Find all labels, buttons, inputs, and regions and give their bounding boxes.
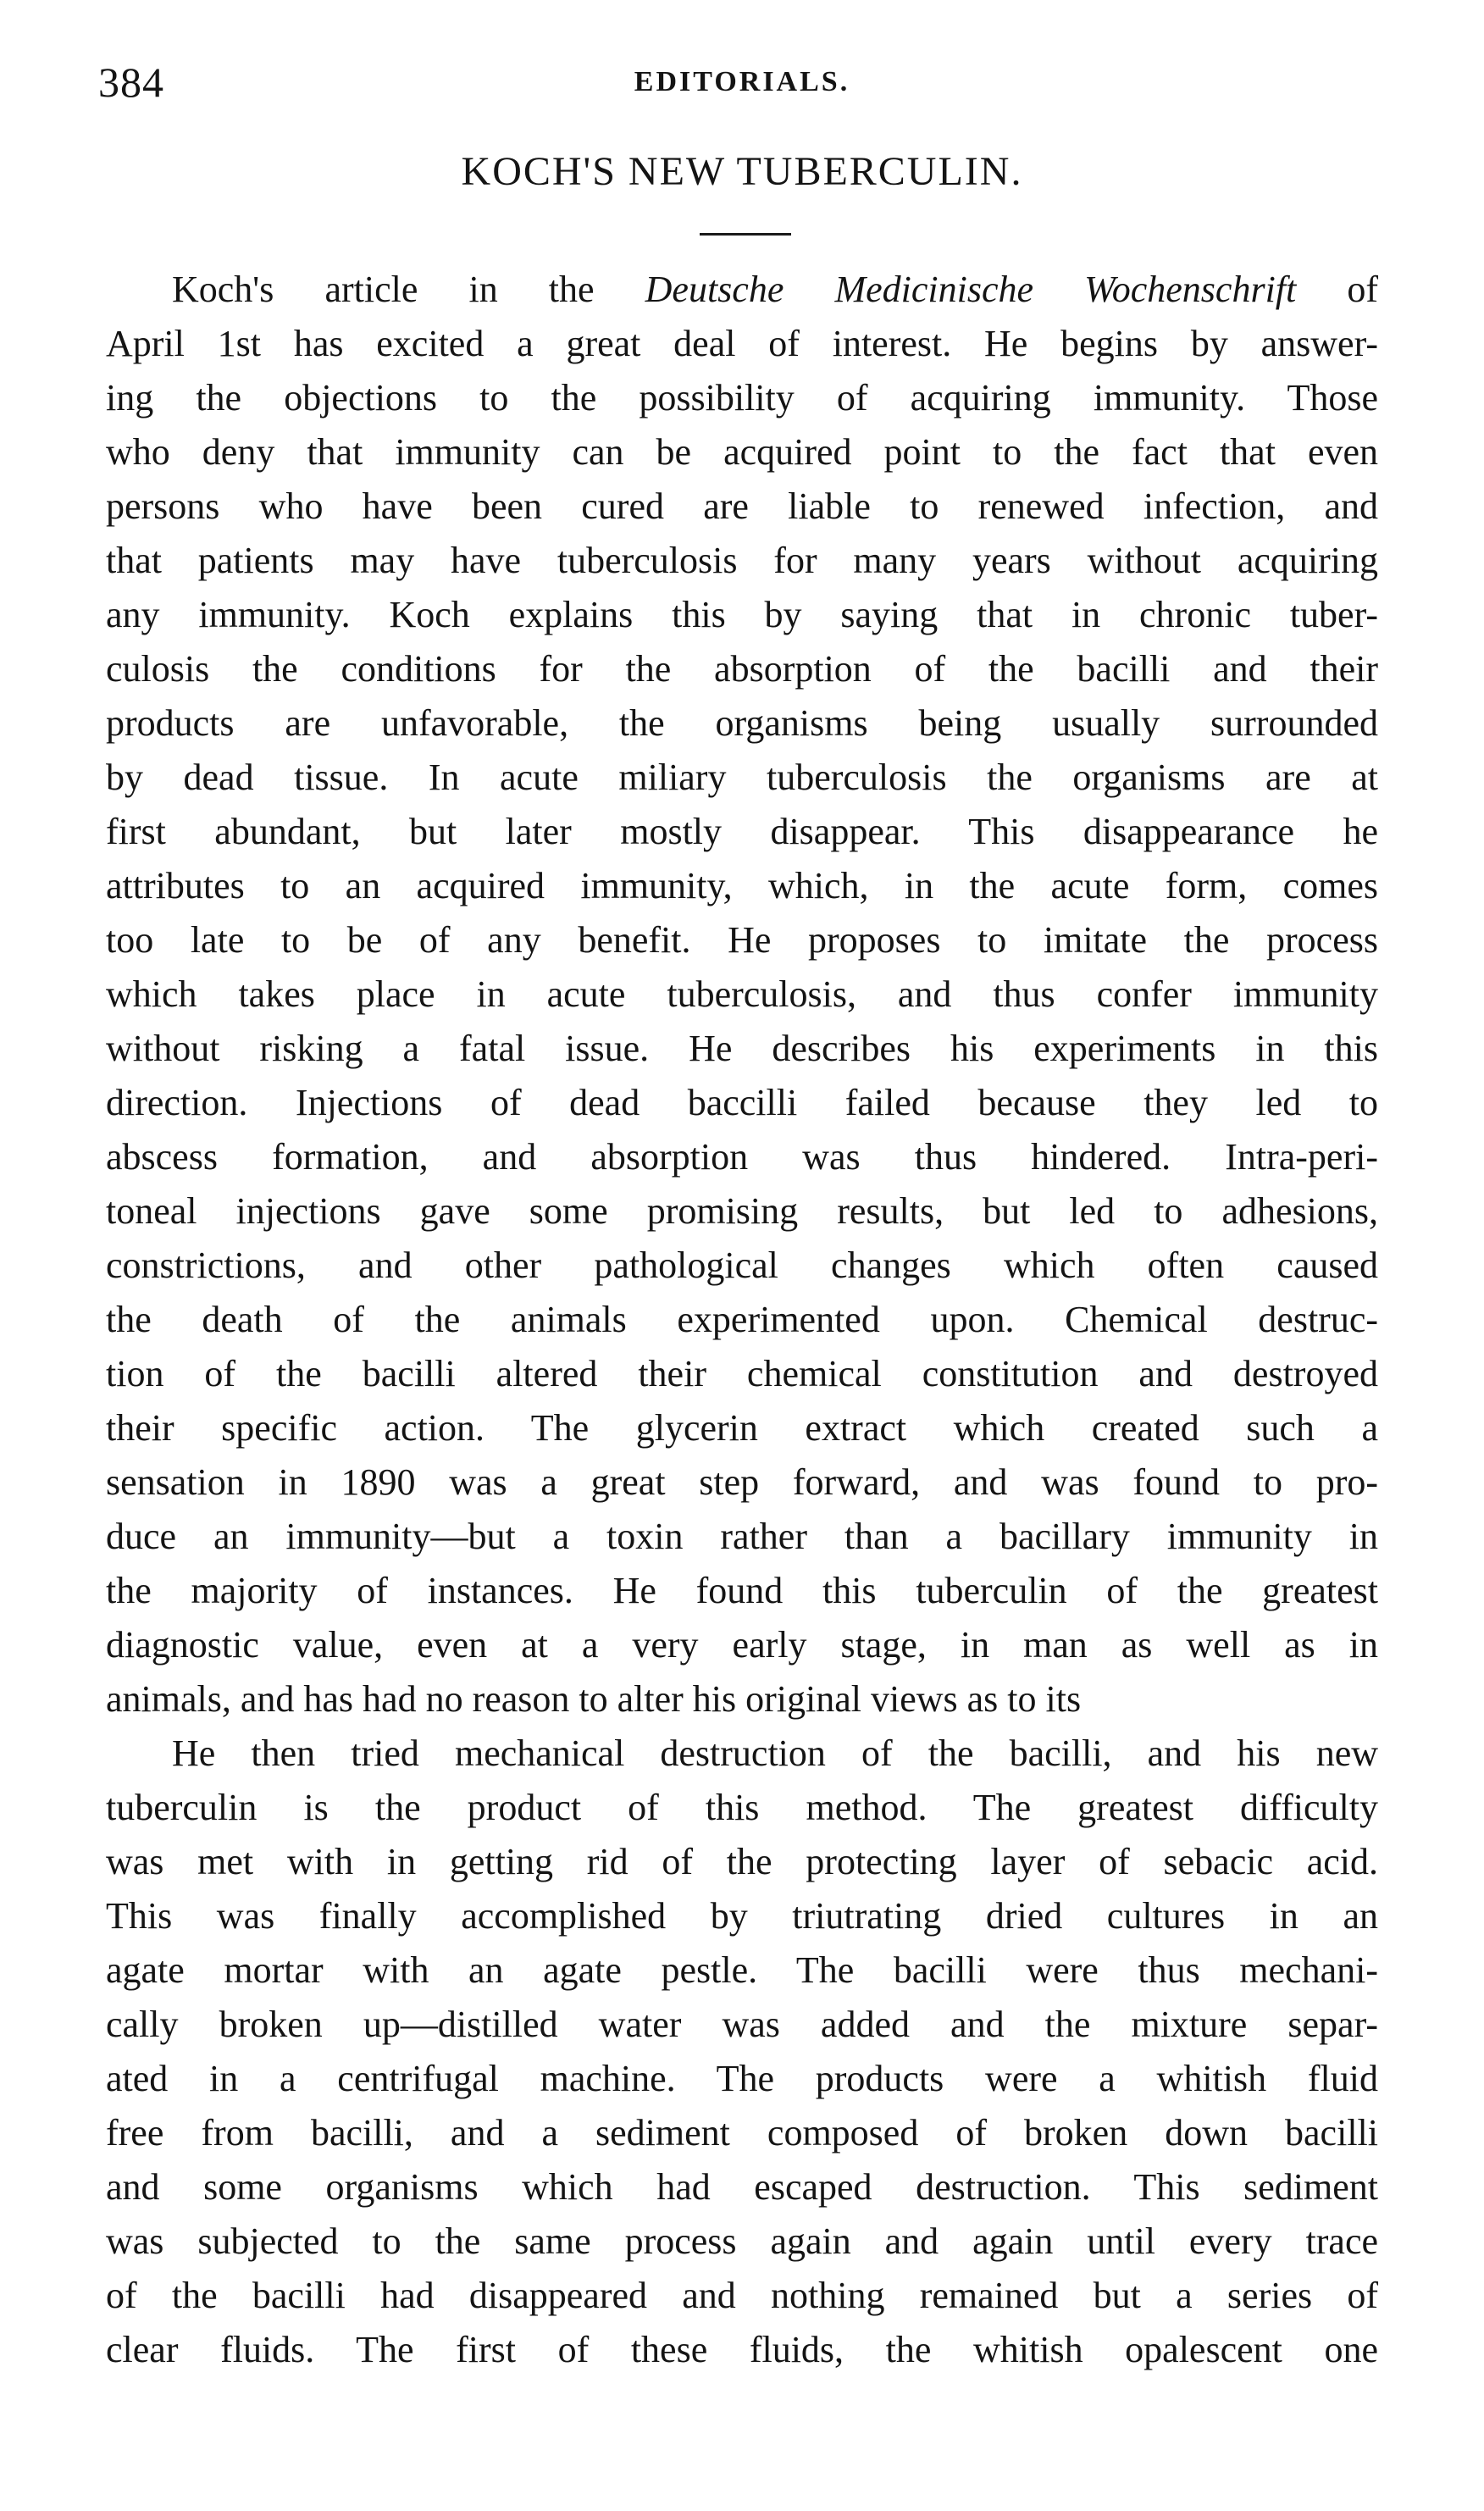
- text-line: that patients may have tuberculosis for many years without acquiring: [106, 540, 1378, 581]
- text-line: animals, and has had no reason to alter his original views as to its: [106, 1678, 1082, 1720]
- text-line: their specific action. The glycerin extract which created such a: [106, 1407, 1378, 1449]
- text-line: tion of the bacilli altered their chemical constitution and destroyed: [106, 1353, 1378, 1394]
- text-line: abscess formation, and absorption was thus hindered. Intra-peri-: [106, 1136, 1378, 1178]
- text-line: persons who have been cured are liable to renewed infection, and: [106, 485, 1378, 527]
- text-line: [106, 263, 1378, 317]
- text-line: agate mortar with an agate pestle. The bacilli were thus mechani-: [106, 1949, 1378, 1991]
- text-line: the death of the animals experimented upon. Chemical destruc-: [106, 1299, 1378, 1340]
- text-line: the majority of instances. He found this tuberculin of the greatest: [106, 1570, 1378, 1611]
- text-line: products are unfavorable, the organisms being usually surrounded: [106, 702, 1378, 744]
- text-line: was subjected to the same process again and again until every trace: [106, 2220, 1378, 2262]
- text-line: any immunity. Koch explains this by saying that in chronic tuber-: [106, 594, 1378, 635]
- text-line: free from bacilli, and a sediment composed of broken down bacilli: [106, 2112, 1378, 2153]
- text-line: too late to be of any benefit. He proposes to imitate the process: [106, 919, 1378, 961]
- running-section-title: EDITORIALS.: [634, 66, 850, 97]
- text-line: attributes to an acquired immunity, which, in the acute form, comes: [106, 865, 1378, 906]
- text-line: culosis the conditions for the absorption of the bacilli and their: [106, 648, 1378, 690]
- text-line: and some organisms which had escaped destruction. This sediment: [106, 2166, 1378, 2208]
- text-line: He then tried mechanical destruction of the bacilli, and his new: [172, 1732, 1378, 1774]
- line-text: Koch's article in the: [172, 269, 595, 310]
- journal-name: Deutsche Medicinische Wochenschrift: [645, 269, 1297, 310]
- text-line: ing the objections to the possibility of acquiring immunity. Those: [106, 377, 1378, 418]
- text-line: which takes place in acute tuberculosis, and thus confer immunity: [106, 973, 1378, 1015]
- page-number: 384: [98, 58, 164, 106]
- paragraph-1: [106, 263, 1378, 1727]
- article-title: KOCH'S NEW TUBERCULIN.: [461, 149, 1023, 194]
- text-line: This was finally accomplished by triutrating dried cultures in an: [106, 1895, 1378, 1937]
- text-line: by dead tissue. In acute miliary tuberculosis the organisms are at: [106, 757, 1378, 798]
- text-line: without risking a fatal issue. He describes his experiments in this: [106, 1028, 1378, 1069]
- text-line: April 1st has excited a great deal of interest. He begins by answer-: [106, 323, 1378, 364]
- text-line: toneal injections gave some promising results, but led to adhesions,: [106, 1190, 1378, 1232]
- text-line: duce an immunity—but a toxin rather than a bacillary immunity in: [106, 1516, 1378, 1557]
- title-rule: [700, 233, 791, 236]
- line-text: of: [1347, 269, 1379, 310]
- text-line: cally broken up—distilled water was added and the mixture separ-: [106, 2004, 1378, 2045]
- text-line: was met with in getting rid of the protecting layer of sebacic acid.: [106, 1841, 1378, 1882]
- paragraph-2: [106, 1727, 1378, 2377]
- text-line: who deny that immunity can be acquired point to the fact that even: [106, 431, 1378, 473]
- text-line: ated in a centrifugal machine. The products were a whitish fluid: [106, 2058, 1378, 2099]
- article-body: [106, 263, 1378, 2377]
- text-line: first abundant, but later mostly disappear. This disappearance he: [106, 811, 1378, 852]
- text-line: clear fluids. The first of these fluids, the whitish opalescent one: [106, 2329, 1378, 2370]
- running-head: [98, 53, 1386, 112]
- text-line: sensation in 1890 was a great step forward, and was found to pro-: [106, 1461, 1378, 1503]
- text-line: of the bacilli had disappeared and nothing remained but a series of: [106, 2275, 1378, 2316]
- text-line: direction. Injections of dead baccilli failed because they led to: [106, 1082, 1378, 1123]
- text-line: constrictions, and other pathological changes which often caused: [106, 1244, 1378, 1286]
- text-line: tuberculin is the product of this method. The greatest difficulty: [106, 1787, 1378, 1828]
- text-line: diagnostic value, even at a very early stage, in man as well as in: [106, 1624, 1378, 1666]
